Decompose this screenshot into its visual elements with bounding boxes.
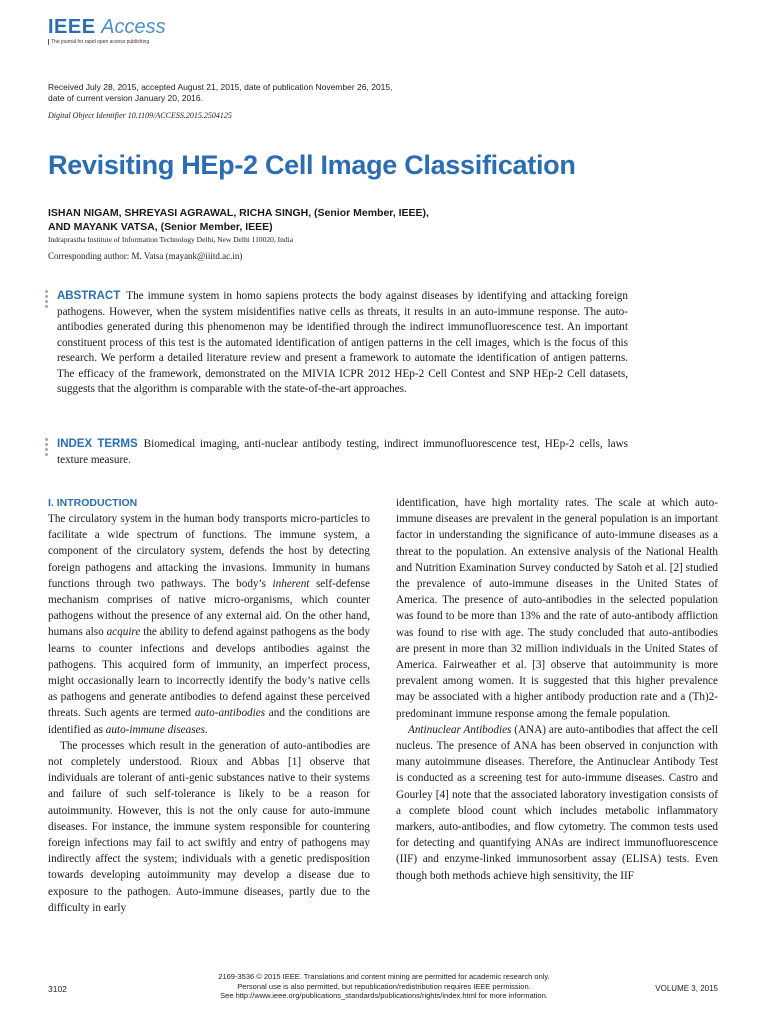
doi-identifier: Digital Object Identifier 10.1109/ACCESS.2015.2504125 (48, 111, 232, 120)
index-terms-section (48, 437, 628, 468)
paragraph-intro-2: The processes which result in the generation of auto-antibodies are not completely understood. Rioux and Abbas [1] observe that individuals are tolerant of anti-genic substances native to their systems and failure of such self-tolerance is likely to be a reason for autoimmunity. However, this is not the only cause for auto-immune diseases. For instance, the immune system responsible for countering foreign infections may fail to act swiftly and entry of pathogens may indirectly affect the system; individuals with a genetic predisposition towards developing autoimmunity may develop a disease due to exposure to the pathogen. Auto-immune diseases, partly due to the difficulty in early (48, 739, 370, 914)
dates-line-2: date of current version January 20, 2016. (48, 93, 203, 103)
index-terms-text: Biomedical imaging, anti-nuclear antibody testing, indirect immunofluorescence test, HEp-2 cells, laws texture measure. (57, 438, 629, 466)
paragraph-intro-3: identification, have high mortality rates. The scale at which auto-immune diseases are prevalent in the general population is an important factor in understanding the significance of auto-immune diseases as a threat to the population. An extensive analysis of the National Health and Nutrition Examination Survey conducted by Satoh et al. [2] studied the prevalence of auto-immune diseases in the United States of America. The presence of auto-antibodies in the selected population was found to be more than 13% and the rate of auto-antibody affliction was found to rise with age. The study concluded that auto-antibodies are present in more than 32 million individuals in the United States of America. Fairweather et al. [3] observe that autoimmunity is more prevalent among women. It is suggested that this higher prevalence may be associated with a higher antibody production rate and a (Th)2-predominant immune response among the female population. (396, 497, 718, 720)
logo-ieee: IEEE (48, 16, 96, 38)
index-terms-bullet-icon (45, 438, 50, 456)
page-number: 3102 (48, 984, 67, 994)
abstract-label: ABSTRACT (57, 290, 121, 302)
dates-line-1: Received July 28, 2015, accepted August 21, 2015, date of publication November 26, 2015, (48, 82, 393, 92)
authors-line-1: ISHAN NIGAM, SHREYASI AGRAWAL, RICHA SINGH, (Senior Member, IEEE), (48, 207, 429, 219)
logo-wordmark (48, 16, 166, 38)
authors-line-2: AND MAYANK VATSA, (Senior Member, IEEE) (48, 221, 273, 233)
journal-logo (48, 16, 166, 45)
paragraph-intro-4: Antinuclear Antibodies (ANA) are auto-antibodies that affect the cell nucleus. The presence of ANA has been observed in conjunction with many autoimmune diseases. Therefore, the Antinuclear Antibody Test is conducted as a screening test for auto-immune diseases. Castro and Gourley [4] note that the associated laboratory investigation consists of a complete blood count which includes metabolic inflammatory markers, auto-antibodies, and flow cytometry. The common tests used for detecting and quantifying ANAs are indirect immunofluorescence (IIF) and enzyme-linked immunosorbent assay (ELISA) tests. Even though both methods achieve high sensitivity, the IIF (396, 723, 718, 882)
section-heading-introduction: I. INTRODUCTION (48, 497, 138, 509)
author-list (48, 206, 608, 234)
body-column-right (396, 495, 718, 884)
affiliation: Indraprastha Institute of Information Technology Delhi, New Delhi 110020, India (48, 235, 294, 244)
body-column-left (48, 495, 370, 916)
corresponding-author: Corresponding author: M. Vatsa (mayank@iiitd.ac.in) (48, 251, 243, 261)
paragraph-intro-1: The circulatory system in the human body transports micro-particles to facilitate a wide spectrum of functions. The immune system, a component of the circulatory system, defends the host by detecting foreign pathogens and attacking the invasions. Immunity in humans functions through two pathways. The body’s inherent self-defense mechanism comprises of native micro-organisms, which counter pathogens without the presence of any external aid. On the other hand, humans also acquire the ability to defend against pathogens as the body learns to counter infections and develops antibodies against the pathogens. This acquired form of immunity, an imperfect process, might occasionally learn to incorrectly identify the body’s native cells as pathogens and generate antibodies to defend against these perceived threats. Such agents are termed auto-antibodies and the conditions are identified as auto-immune diseases. (48, 513, 371, 736)
copyright-notice: 2169-3536 © 2015 IEEE. Translations and content mining are permitted for academic research only. Personal use is also permitted, but republication/redistribution requires IEEE permission. See http://www.ieee.org/publications_standards/publications/rights/index.html for more information. (218, 972, 550, 1000)
paper-title: Revisiting HEp-2 Cell Image Classification (48, 150, 576, 180)
index-terms-label: INDEX TERMS (57, 438, 138, 450)
abstract-section (48, 289, 628, 398)
abstract-text: The immune system in homo sapiens protects the body against diseases by identifying and attacking foreign pathogens. However, when the system misidentifies native cells as threats, it results in an auto-immune response. The auto-antibodies generated during this phenomenon may be identified through the indirect immunofluorescence test. An important constituent process of this test is the automated identification of antigen patterns in the cell images, which is the focus of this research. We perform a detailed literature review and present a framework to automate the identification of antigen patterns. The efficacy of the framework, demonstrated on the MIVIA ICPR 2012 HEp-2 Cell Contest and SNP HEp-2 Cell datasets, suggests that the algorithm is comparable with the state-of-the-art approaches. (57, 290, 628, 395)
publication-dates (48, 82, 468, 104)
logo-tagline: The journal for rapid open access publishing (48, 39, 166, 45)
abstract-bullet-icon (45, 290, 50, 308)
logo-access: Access (101, 16, 166, 38)
volume-label: VOLUME 3, 2015 (655, 984, 718, 993)
